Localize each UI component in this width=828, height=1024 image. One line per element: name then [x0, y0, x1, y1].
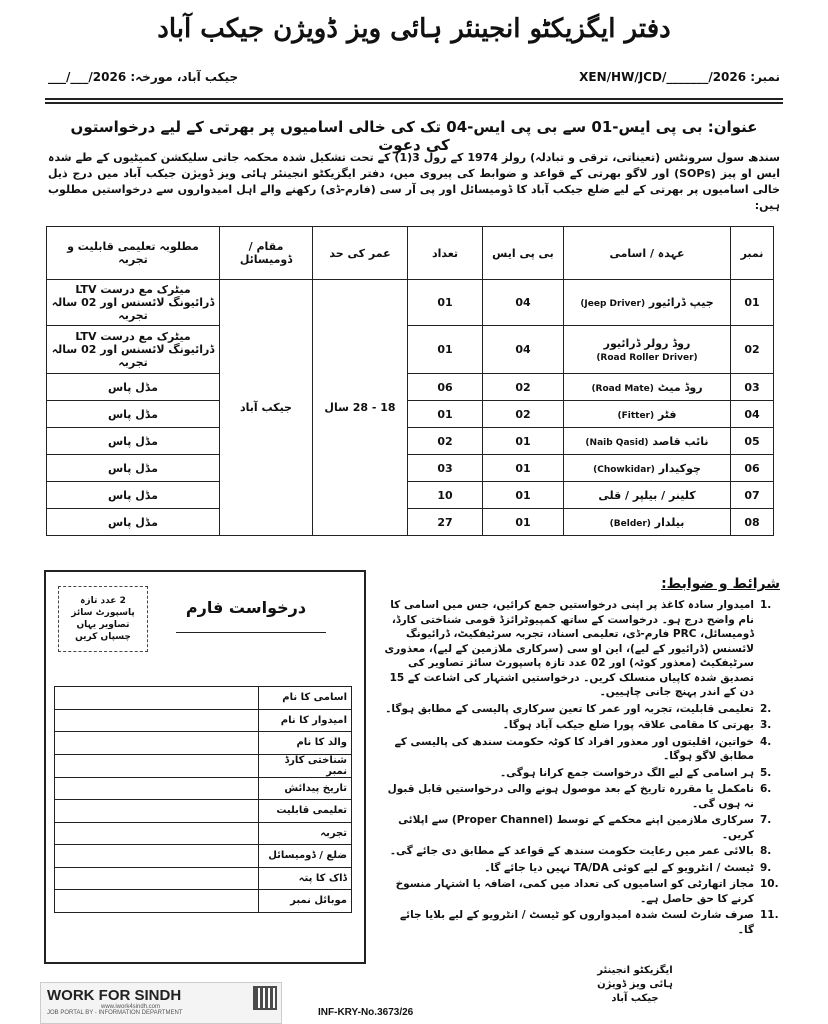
col-bps: بی پی ایس [483, 227, 564, 280]
row-post [564, 482, 731, 509]
domicile-cell: جیکب آباد [220, 280, 313, 536]
row-number: 05 [731, 428, 774, 455]
row-count: 10 [408, 482, 483, 509]
row-post [564, 428, 731, 455]
row-qualification: مڈل پاس [47, 374, 220, 401]
age-limit-cell: 18 - 28 سال [313, 280, 408, 536]
brand-tagline: JOB PORTAL BY - INFORMATION DEPARTMENT [47, 1010, 183, 1016]
form-field-label: تجربہ [259, 822, 352, 845]
condition-text: بھرتی کا مقامی علاقہ پورا ضلع جیکب آباد ہوگا۔ [502, 719, 754, 731]
row-count: 01 [408, 326, 483, 374]
table-row [47, 509, 774, 536]
condition-text: امیدوار سادہ کاغذ پر اپنی درخواستیں جمع کرائیں، جس میں اسامی کا نام واضح درج ہو۔ درخواست کے ساتھ کمپیوٹرائزڈ قومی شناختی کارڈ، ڈومیسائل، PRC فارم-ڈی، تعلیمی اسناد، تجربہ سرٹیفکیٹ، ڈرائیونگ لائسنس (ڈرائیور کے لیے)، این او سی (سرکاری ملازمین کے لیے)، معذوری سرٹیفکیٹ (معذور کوٹہ) اور 02 عدد تازہ پاسپورٹ سائز تصاویر کی تصدیق شدہ کاپیاں منسلک کریں۔ درخواستیں اشتہار کی اشاعت کے 15 دن کے اندر پہنچ جانی چاہییں۔ [384, 599, 754, 698]
condition-number: 7. [760, 814, 772, 826]
condition-item [382, 877, 780, 906]
form-row [55, 777, 352, 800]
condition-text: خواتین، اقلیتوں اور معذور افراد کا کوٹہ حکومت سندھ کی پالیسی کے مطابق لاگو ہوگا۔ [394, 735, 754, 762]
col-count: تعداد [408, 227, 483, 280]
row-post-english: (Naib Qasid) [585, 437, 649, 448]
table-row [47, 374, 774, 401]
row-count: 03 [408, 455, 483, 482]
row-number: 02 [731, 326, 774, 374]
condition-number: 5. [760, 766, 772, 779]
form-title-underline [176, 632, 326, 633]
form-row [55, 890, 352, 913]
row-number: 07 [731, 482, 774, 509]
col-number: نمبر [731, 227, 774, 280]
row-number: 06 [731, 455, 774, 482]
condition-text: ٹیسٹ / انٹرویو کے لیے کوئی TA/DA نہیں دیا جائے گا۔ [484, 861, 754, 874]
row-count: 02 [408, 428, 483, 455]
application-form [44, 570, 366, 964]
subject-line: عنوان: بی پی ایس-01 سے بی پی ایس-04 تک کی خالی اسامیوں پر بھرتی کے لیے درخواستوں کی دعوت [70, 118, 758, 154]
form-field-label: ضلع / ڈومیسائل [259, 845, 352, 868]
table-row [47, 280, 774, 326]
row-post-urdu: نائب قاصد [652, 434, 709, 448]
condition-text: ہر اسامی کے لیے الگ درخواست جمع کرانا ہوگی۔ [500, 766, 754, 779]
condition-number: 8. [760, 845, 772, 857]
form-fields-table [54, 686, 352, 913]
row-post-english: (Fitter) [617, 410, 655, 421]
form-field-blank[interactable] [55, 754, 259, 777]
condition-number: 1. [760, 599, 772, 611]
condition-number: 6. [760, 783, 772, 795]
row-post-english: (Chowkidar) [593, 464, 655, 475]
form-field-blank[interactable] [55, 732, 259, 755]
row-bps: 01 [483, 428, 564, 455]
row-bps: 01 [483, 482, 564, 509]
table-row [47, 455, 774, 482]
condition-item [382, 861, 780, 876]
condition-item [382, 782, 780, 811]
table-header-row [47, 227, 774, 280]
row-bps: 04 [483, 326, 564, 374]
intro-paragraph: سندھ سول سرونٹس (تعیناتی، ترقی و تبادلہ) رولز 1974 کے رول 3(1) کے تحت تشکیل شدہ محکمہ جاتی سلیکشن کمیٹیوں کے طے شدہ ایس او پیز (SOPs) اور لاگو بھرتی کے قواعد و ضوابط کی پیروی میں، دفتر ایگزیکٹو انجینئر ہائی ویز ڈویژن جیکب آباد میں درج ذیل خالی اسامیوں پر بھرتی کے لیے ضلع جیکب آباد کا ڈومیسائل اور پی آر سی (فارم-ڈی) رکھنے والے اہل امیدواروں سے درخواستیں مطلوب ہیں: [48, 151, 780, 212]
row-qualification: مڈل پاس [47, 509, 220, 536]
form-row [55, 754, 352, 777]
row-qualification: مڈل پاس [47, 482, 220, 509]
condition-text: بالائی عمر میں رعایت حکومت سندھ کے قواعد کے مطابق دی جائے گی۔ [389, 845, 754, 857]
condition-item [382, 735, 780, 764]
form-field-label: امیدوار کا نام [259, 709, 352, 732]
row-post-english: (Belder) [609, 518, 651, 529]
row-post-urdu: چوکیدار [658, 461, 701, 475]
condition-item [382, 718, 780, 733]
form-field-blank[interactable] [55, 822, 259, 845]
form-field-blank[interactable] [55, 687, 259, 710]
row-post [564, 401, 731, 428]
condition-text: تعلیمی قابلیت، تجربہ اور عمر کا تعین سرکاری پالیسی کے مطابق ہوگا۔ [385, 702, 754, 715]
row-qualification: مڈل پاس [47, 455, 220, 482]
brand-url: www.iwork4sindh.com [101, 1004, 161, 1010]
form-field-blank[interactable] [55, 890, 259, 913]
condition-number: 2. [760, 702, 772, 715]
signature-block [590, 964, 680, 1006]
row-post-urdu: روڈ رولر ڈرائیور [603, 336, 691, 350]
row-post [564, 455, 731, 482]
form-row [55, 709, 352, 732]
conditions-list [382, 598, 780, 939]
condition-number: 11. [760, 909, 779, 921]
condition-item [382, 813, 780, 842]
form-field-blank[interactable] [55, 709, 259, 732]
qr-code-icon [253, 986, 277, 1010]
signature-designation: ایگزیکٹو انجینئر [597, 965, 673, 976]
row-post [564, 509, 731, 536]
condition-item [382, 844, 780, 859]
table-row [47, 482, 774, 509]
condition-item [382, 766, 780, 781]
row-post [564, 326, 731, 374]
row-count: 27 [408, 509, 483, 536]
vacancies-table [46, 226, 774, 536]
form-field-label: والد کا نام [259, 732, 352, 755]
issue-date-label: جیکب آباد، مورخہ: [126, 70, 239, 84]
condition-number: 10. [760, 878, 779, 890]
row-post-urdu: بیلدار [654, 515, 685, 529]
photo-placeholder: 2 عدد تازہ پاسپورٹ سائز تصاویر یہاں چسپاں کریں [58, 586, 148, 652]
row-bps: 04 [483, 280, 564, 326]
condition-text: صرف شارٹ لسٹ شدہ امیدواروں کو ٹیسٹ / انٹرویو کے لیے بلایا جائے گا۔ [399, 909, 754, 936]
col-age: عمر کی حد [313, 227, 408, 280]
row-post-english: (Road Mate) [591, 383, 654, 394]
reference-number-label: نمبر: [746, 70, 780, 84]
form-field-label: تعلیمی قابلیت [259, 800, 352, 823]
row-post-english: (Jeep Driver) [580, 299, 646, 309]
row-post-urdu: کلینر / بیلپر / قلی [598, 488, 696, 502]
row-post-urdu: جیپ ڈرائیور [648, 296, 714, 309]
row-bps: 01 [483, 509, 564, 536]
form-field-blank[interactable] [55, 867, 259, 890]
condition-text: نامکمل یا مقررہ تاریخ کے بعد موصول ہونے والی درخواستیں قابل قبول نہ ہوں گی۔ [387, 783, 754, 810]
form-row [55, 732, 352, 755]
table-row [47, 326, 774, 374]
form-title: درخواست فارم [185, 598, 307, 617]
form-field-label: ڈاک کا پتہ [259, 867, 352, 890]
row-qualification: مڈل پاس [47, 428, 220, 455]
form-row [55, 867, 352, 890]
conditions-title: شرائط و ضوابط: [661, 576, 780, 592]
row-number: 03 [731, 374, 774, 401]
row-count: 01 [408, 401, 483, 428]
signature-division: ہائی ویز ڈویژن [597, 979, 673, 990]
row-qualification: مڈل پاس [47, 401, 220, 428]
reference-number-value: XEN/HW/JCD/_______/2026 [579, 70, 747, 84]
row-bps: 01 [483, 455, 564, 482]
form-field-blank[interactable] [55, 800, 259, 823]
row-count: 06 [408, 374, 483, 401]
col-qualification: مطلوبہ تعلیمی قابلیت و تجربہ [47, 227, 220, 280]
row-count: 01 [408, 280, 483, 326]
row-number: 08 [731, 509, 774, 536]
row-qualification: میٹرک مع درست LTV ڈرائیونگ لائسنس اور 02 سالہ تجربہ [47, 326, 220, 374]
form-row [55, 822, 352, 845]
row-post [564, 280, 731, 326]
row-number: 01 [731, 280, 774, 326]
condition-number: 3. [760, 719, 772, 731]
row-post [564, 374, 731, 401]
form-row [55, 845, 352, 868]
row-bps: 02 [483, 374, 564, 401]
condition-item [382, 702, 780, 717]
header-divider-2 [45, 102, 783, 104]
row-bps: 02 [483, 401, 564, 428]
form-field-blank[interactable] [55, 777, 259, 800]
reference-number [579, 70, 780, 84]
condition-number: 9. [760, 861, 772, 874]
condition-text: مجاز اتھارٹی کو اسامیوں کی تعداد میں کمی، اضافہ یا اشتہار منسوخ کرنے کا حق حاصل ہے۔ [395, 878, 754, 905]
col-post: عہدہ / اسامی [564, 227, 731, 280]
form-field-blank[interactable] [55, 845, 259, 868]
header-divider [45, 98, 783, 100]
issue-date [48, 70, 238, 84]
condition-item [382, 598, 780, 700]
table-row [47, 401, 774, 428]
row-number: 04 [731, 401, 774, 428]
row-post-english: (Road Roller Driver) [596, 352, 698, 363]
condition-item [382, 908, 780, 937]
form-field-label: اسامی کا نام [259, 687, 352, 710]
row-qualification: میٹرک مع درست LTV ڈرائیونگ لائسنس اور 02 سالہ تجربہ [47, 280, 220, 326]
form-field-label: موبائل نمبر [259, 890, 352, 913]
form-field-label: تاریخ پیدائش [259, 777, 352, 800]
condition-text: سرکاری ملازمین اپنے محکمے کے توسط (Proper Channel) سے اپلائی کریں۔ [398, 814, 754, 841]
form-row [55, 687, 352, 710]
issue-date-value: ___/___/2026 [48, 70, 127, 84]
signature-city: جیکب آباد [611, 993, 659, 1004]
form-row [55, 800, 352, 823]
inf-number: INF-KRY-No.3673/26 [318, 1007, 414, 1018]
table-row [47, 428, 774, 455]
row-post-urdu: روڈ میٹ [657, 380, 703, 394]
form-field-label: شناختی کارڈ نمبر [259, 754, 352, 777]
brand-name: WORK FOR SINDH [47, 987, 182, 1004]
col-domicile: مقام / ڈومیسائل [220, 227, 313, 280]
row-post-urdu: فٹر [657, 407, 677, 421]
work-for-sindh-logo [40, 982, 282, 1024]
condition-number: 4. [760, 735, 772, 748]
office-title: دفتر ایگزیکٹو انجینئر ہائی ویز ڈویژن جیکب آباد [157, 14, 671, 44]
